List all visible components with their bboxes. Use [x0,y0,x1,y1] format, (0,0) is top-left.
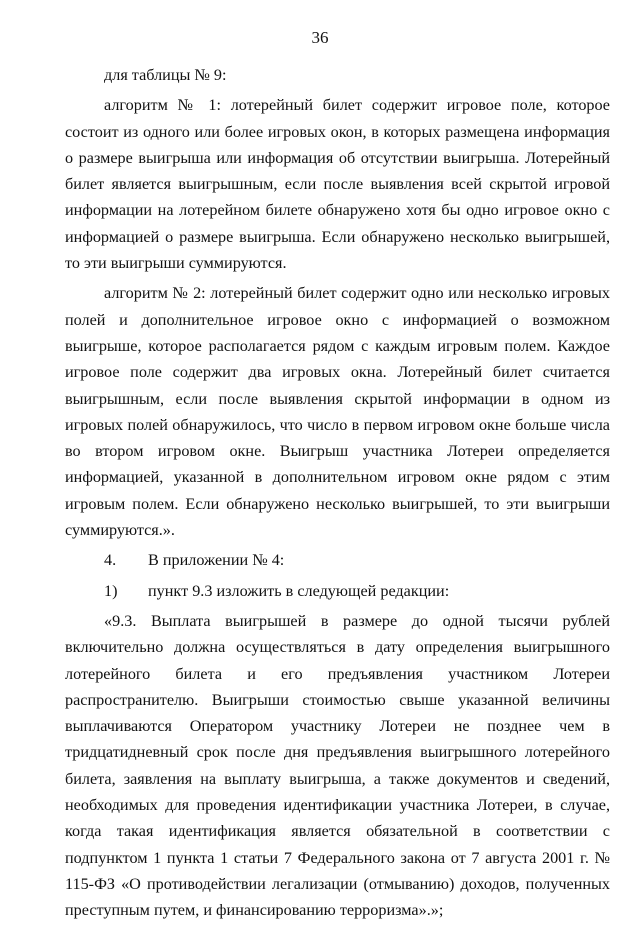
document-body [65,62,610,928]
list-number: 1) [104,581,118,600]
page-number: 36 [311,28,329,47]
list-number: 4. [104,551,117,570]
list-text: пункт 9.3 изложить в следующей редакции: [148,581,450,600]
list-item-4 [65,547,610,573]
paragraph-table-9-intro: для таблицы № 9: [104,66,227,84]
list-item-1 [65,578,610,604]
list-text: В приложении № 4: [148,551,285,570]
paragraph-clause-9-3: «9.3. Выплата выигрышей в размере до одной тысячи рублей включительно должна осуществляться в дату определения выигрышного лотерейного билета и его предъявления участником Лотереи распространителю. Выигрыши стоимостью свыше указанной величины выплачиваются Оператором участнику Лотереи не позднее чем в тридцатидневный срок после дня предъявления выигрышного лотерейного билета, заявления на выплату выигрыша, а также документов и сведений, необходимых для проведения идентификации участника Лотереи, в случае, когда такая идентификация является обязательной в соответствии с подпунктом 1 пункта 1 статьи 7 Федерального закона от 7 августа 2001 г. № 115-ФЗ «О противодействии легализации (отмыванию) доходов, полученных преступным путем, и финансированию терроризма».»; [65,611,610,920]
paragraph-algorithm-2: алгоритм № 2: лотерейный билет содержит одно или несколько игровых полей и дополнительное игровое окно с информацией о возможном выигрыше, которое располагается рядом с каждым игровым полем. Каждое игровое поле содержит два игровых окна. Лотерейный билет считается выигрышным, если после выявления скрытой информации в одном из игровых полей обнаружилось, что число в первом игровом окне больше числа во втором игровом окне. Выигрыш участника Лотереи определяется информацией, указанной в дополнительном игровом окне рядом с этим игровым полем. Если обнаружено несколько выигрышей, то эти выигрыши суммируются.». [65,284,610,540]
paragraph-algorithm-1: алгоритм № 1: лотерейный билет содержит игровое поле, которое состоит из одного или более игровых окон, в которых размещена информация о размере выигрыша или информация об отсутствии выигрыша. Лотерейный билет является выигрышным, если после выявления всей скрытой игровой информации на лотерейном билете обнаружено хотя бы одно игровое окно с информацией о размере выигрыша. Если обнаружено несколько выигрышей, то эти выигрыши суммируются. [65,96,610,273]
